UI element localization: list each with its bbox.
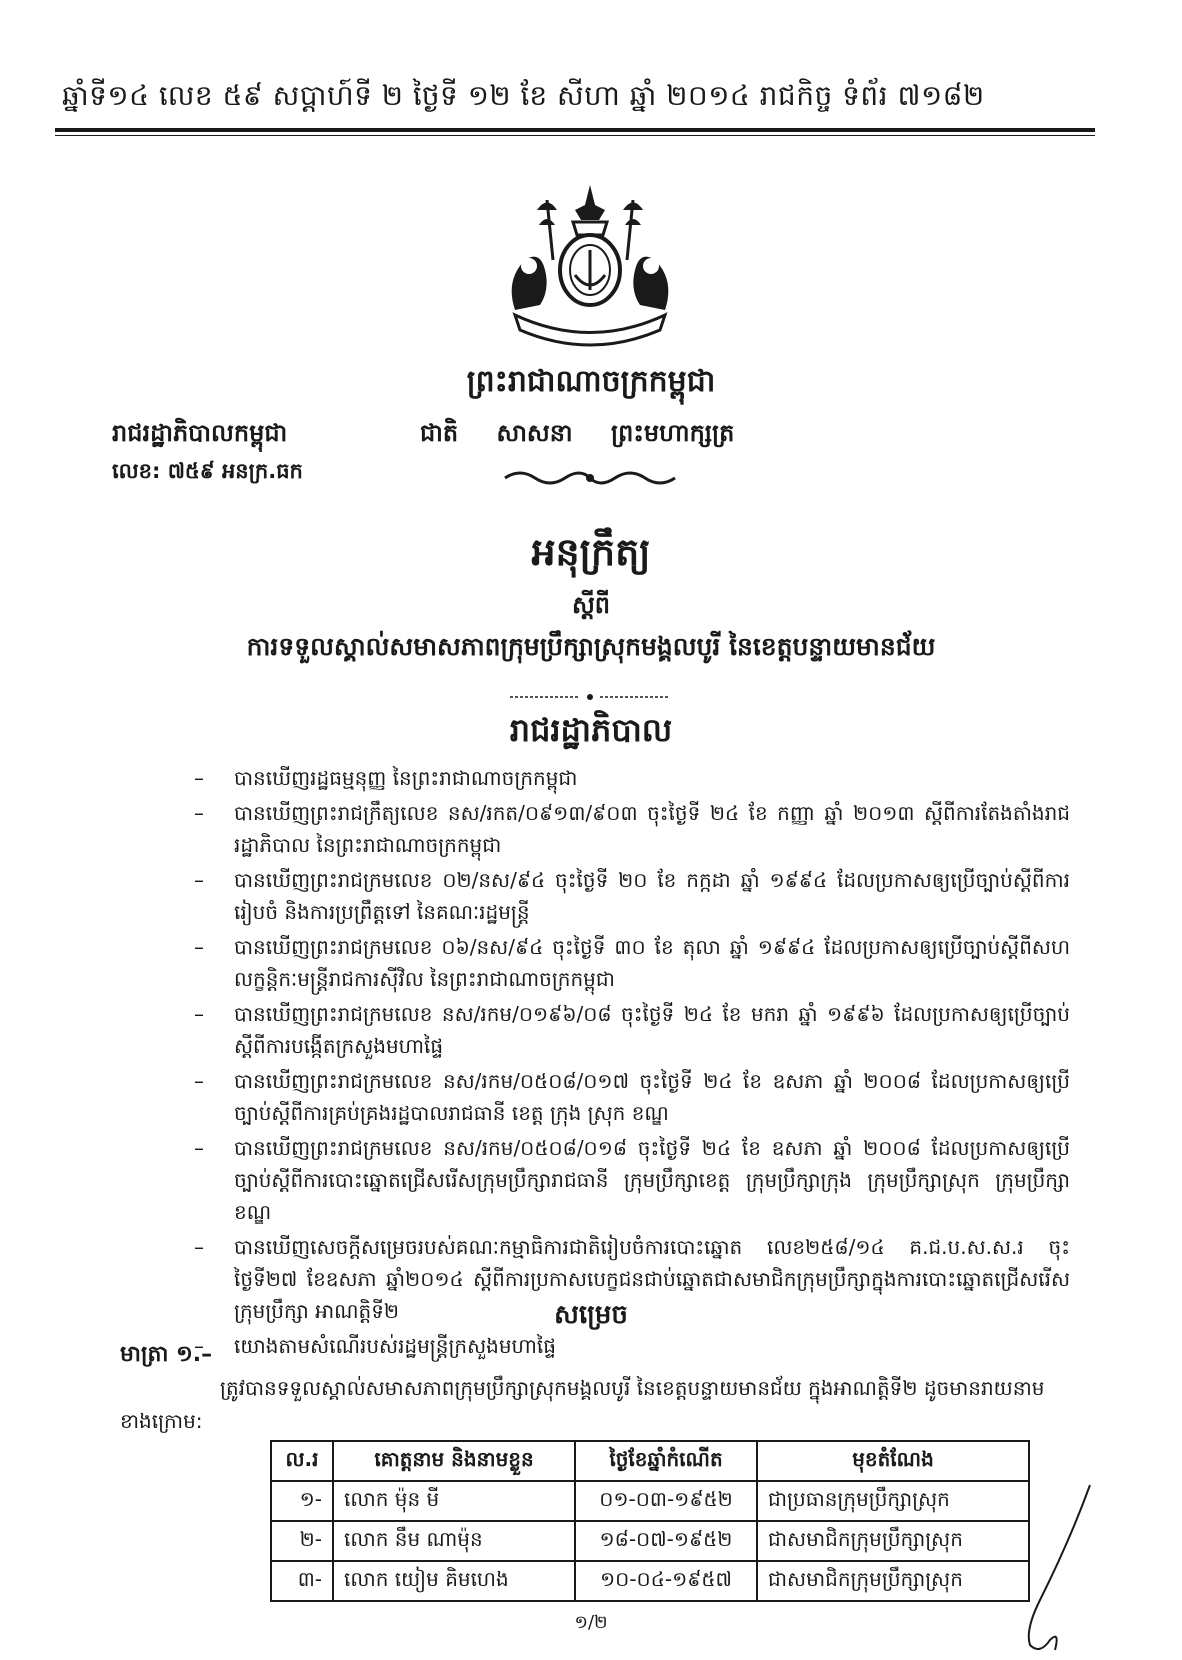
birth-date: ១០-០៤-១៩៥៧ (575, 1561, 757, 1601)
reference-number: លេខ: ៧៥៩ អនក្រ.ធក (112, 459, 303, 483)
recital-item: – បានឃើញព្រះរាជក្រមលេខ ០៦/នស/៩៤ ចុះថ្ងៃទី ៣០ ខែ តុលា ឆ្នាំ ១៩៩៤ ដែលប្រកាសឲ្យប្រើច្បាប់ស្តីពីសហលក្ខន្តិកៈមន្ត្រីរាជការស៊ីវិល នៃព្រះរាជាណាចក្រកម្ពុជា (200, 931, 1070, 995)
members-table (270, 1440, 1030, 1602)
recital-item: – បានឃើញព្រះរាជក្រមលេខ នស/រកម/០៥០៨/០១៧ ចុះថ្ងៃទី ២៤ ខែ ឧសភា ឆ្នាំ ២០០៨ ដែលប្រកាសឲ្យប្រើច្បាប់ស្តីពីការគ្រប់គ្រងរដ្ឋបាលរាជធានី ខេត្ត ក្រុង ស្រុក ខណ្ឌ (200, 1065, 1070, 1129)
document-subject: ការទទួលស្គាល់សមាសភាពក្រុមប្រឹក្សាស្រុកមង្គលបូរី នៃខេត្តបន្ទាយមានជ័យ (246, 632, 936, 661)
motto-nation: ជាតិ (420, 419, 459, 447)
article-text: ត្រូវបានទទួលស្គាល់សមាសភាពក្រុមប្រឹក្សាស្រុកមង្គលបូរី នៃខេត្តបន្ទាយមានជ័យ ក្នុងអាណត្តិទី២ ដូចមានរាយនាមខាងក្រោម: (120, 1376, 1045, 1433)
decision-heading: សម្រេច (554, 1300, 628, 1330)
kingdom-title: ព្រះរាជាណាចក្រកម្ពុជា (466, 364, 716, 399)
government-name: រាជរដ្ឋាភិបាលកម្ពុជា (112, 419, 288, 447)
motto-religion: សាសនា (496, 419, 573, 447)
position: ជាសមាជិកក្រុមប្រឹក្សាស្រុក (757, 1561, 1029, 1601)
column-header: មុខតំណែង (757, 1441, 1029, 1481)
gazette-header: ឆ្នាំទី១៤ លេខ ៥៩ សប្តាហ៍ទី ២ ថ្ងៃទី ១២ ខែ សីហា ឆ្នាំ ២០១៤ រាជកិច្ច ទំព័រ ៧១៨២ (62, 79, 985, 112)
recital-item: – បានឃើញសេចក្តីសម្រេចរបស់គណៈកម្មាធិការជាតិរៀបចំការបោះឆ្នោត លេខ២៥៨/១៤ គ.ជ.ប.ស.ស.រ ចុះថ្ងៃទី២៧ ខែឧសភា ឆ្នាំ២០១៤ ស្តីពីការប្រកាសបេក្ខជនជាប់ឆ្នោតជាសមាជិកក្រុមប្រឹក្សាក្នុងការបោះឆ្នោតជ្រើសរើសក្រុមប្រឹក្សា អាណត្តិទី២ (200, 1231, 1070, 1327)
table-row (271, 1481, 1029, 1521)
document-type: អនុក្រឹត្យ (531, 530, 651, 574)
recital-item: – បានឃើញព្រះរាជក្រមលេខ ០២/នស/៩៤ ចុះថ្ងៃទី ២០ ខែ កក្កដា ឆ្នាំ ១៩៩៤ ដែលប្រកាសឲ្យប្រើច្បាប់ស្តីពីការរៀបចំ និងការប្រព្រឹត្តទៅ នៃគណៈរដ្ឋមន្ត្រី (200, 864, 1070, 928)
recital-item: – បានឃើញព្រះរាជក្រមលេខ នស/រកម/០៥០៨/០១៨ ចុះថ្ងៃទី ២៤ ខែ ឧសភា ឆ្នាំ ២០០៨ ដែលប្រកាសឲ្យប្រើច្បាប់ស្តីពីការបោះឆ្នោតជ្រើសរើសក្រុមប្រឹក្សារាជធានី ក្រុមប្រឹក្សាខេត្ត ក្រុមប្រឹក្សាក្រុង ក្រុមប្រឹក្សាស្រុក ក្រុមប្រឹក្សាខណ្ឌ (200, 1132, 1070, 1228)
about-label: ស្តីពី (571, 591, 611, 619)
column-header: ល.រ (271, 1441, 333, 1481)
table-row (271, 1561, 1029, 1601)
row-number: ២- (271, 1521, 333, 1561)
page-number: ១/២ (574, 1612, 608, 1633)
header-rule-thin (55, 135, 1095, 136)
motto-king: ព្រះមហាក្សត្រ (610, 419, 735, 447)
row-number: ៣- (271, 1561, 333, 1601)
table-row (271, 1521, 1029, 1561)
birth-date: ១៨-០៧-១៩៥២ (575, 1521, 757, 1561)
position: ជាសមាជិកក្រុមប្រឹក្សាស្រុក (757, 1521, 1029, 1561)
recital-item: – យោងតាមសំណើរបស់រដ្ឋមន្ត្រីក្រសួងមហាផ្ទៃ (200, 1330, 1070, 1362)
separator-icon (510, 693, 670, 701)
recitals-list (200, 762, 1070, 1365)
article-title: មាត្រា ១.– (120, 1342, 213, 1367)
member-name: លោក នឹម ណាម៉ុន (333, 1521, 575, 1561)
position: ជាប្រធានក្រុមប្រឹក្សាស្រុក (757, 1481, 1029, 1521)
header-rule (55, 128, 1095, 132)
column-header: គោត្តនាម និងនាមខ្លួន (333, 1441, 575, 1481)
member-name: លោក ម៉ុន មី (333, 1481, 575, 1521)
birth-date: ០១-០៣-១៩៥២ (575, 1481, 757, 1521)
table-header-row (271, 1441, 1029, 1481)
ornament-divider-icon (500, 465, 680, 491)
row-number: ១- (271, 1481, 333, 1521)
issuer-title: រាជរដ្ឋាភិបាល (509, 711, 673, 749)
recital-item: – បានឃើញព្រះរាជក្រឹត្យលេខ នស/រកត/០៩១៣/៩០៣ ចុះថ្ងៃទី ២៤ ខែ កញ្ញា ឆ្នាំ ២០១៣ ស្តីពីការតែងតាំងរាជរដ្ឋាភិបាល នៃព្រះរាជាណាចក្រកម្ពុជា (200, 797, 1070, 861)
national-motto (420, 418, 734, 453)
column-header: ថ្ងៃខែឆ្នាំកំណើត (575, 1441, 757, 1481)
recital-item: – បានឃើញព្រះរាជក្រមលេខ នស/រកម/០១៩៦/០៨ ចុះថ្ងៃទី ២៤ ខែ មករា ឆ្នាំ ១៩៩៦ ដែលប្រកាសឲ្យប្រើច្បាប់ស្តីពីការបង្កើតក្រសួងមហាផ្ទៃ (200, 998, 1070, 1062)
recital-item: – បានឃើញរដ្ឋធម្មនុញ្ញ នៃព្រះរាជាណាចក្រកម្ពុជា (200, 762, 1070, 794)
member-name: លោក យៀម គិមហេង (333, 1561, 575, 1601)
royal-coat-of-arms-icon (495, 180, 685, 350)
